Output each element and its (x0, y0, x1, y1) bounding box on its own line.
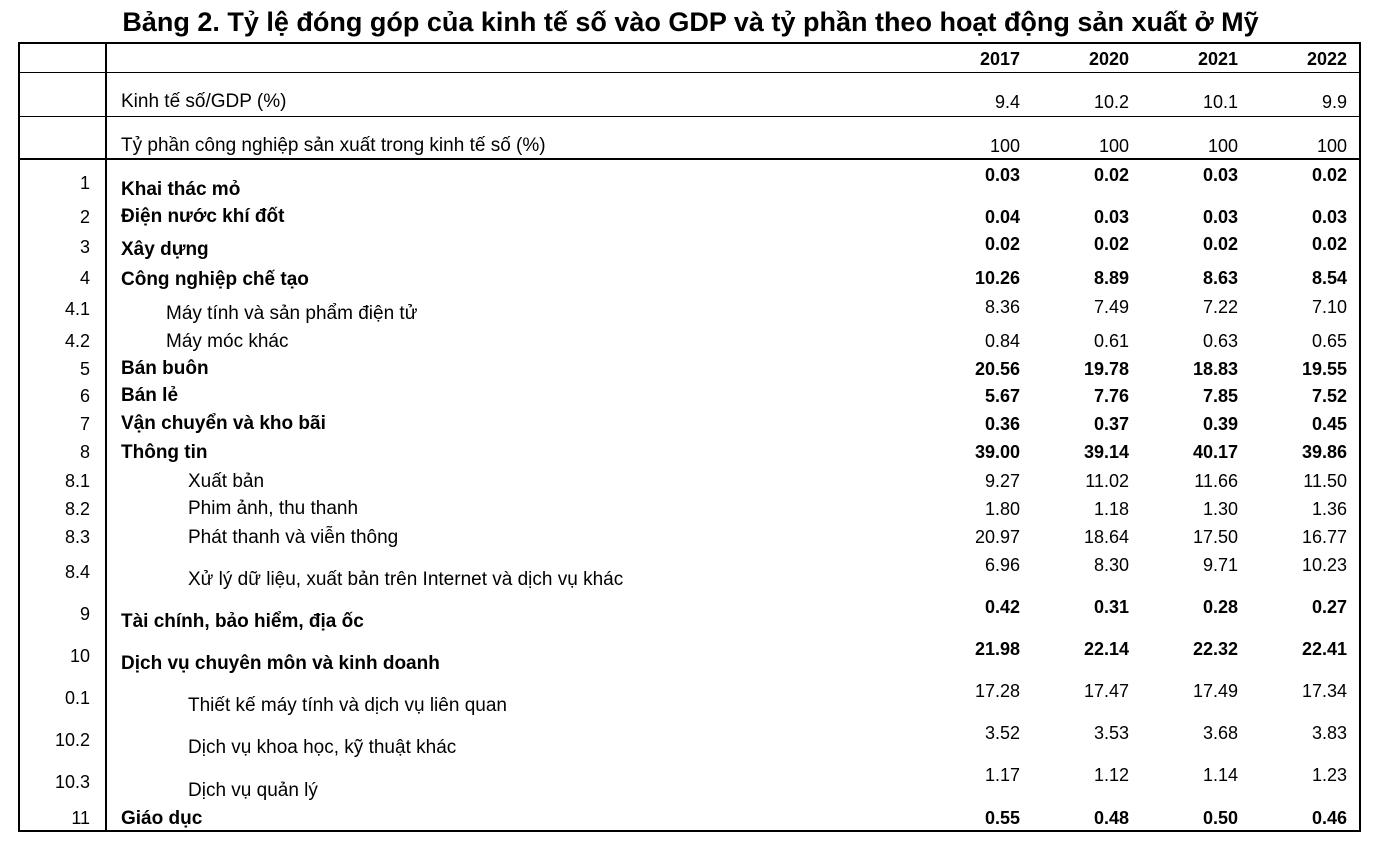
value-cell-2021: 0.63 (1202, 331, 1238, 351)
row-label: Bán lẻ (121, 385, 179, 406)
row-label: Thiết kế máy tính và dịch vụ liên quan (188, 695, 507, 716)
row-label: Xử lý dữ liệu, xuất bản trên Internet và dịch vụ khác (188, 569, 624, 590)
value-cell-2017: 8.36 (984, 297, 1020, 317)
row-label: Dịch vụ chuyên môn và kinh doanh (121, 653, 440, 674)
value-cell-2021: 9.71 (1202, 555, 1238, 575)
value-cell-2020: 11.02 (1085, 471, 1129, 491)
row-index: 8.2 (64, 499, 90, 519)
value-cell-2020: 0.03 (1093, 207, 1129, 227)
row-index: 8.4 (64, 562, 90, 582)
value-cell-2022: 22.41 (1301, 639, 1347, 659)
value-cell-2021: 3.68 (1202, 723, 1238, 743)
value-cell-2017: 0.03 (984, 165, 1020, 185)
value-cell-2020: 7.49 (1093, 297, 1129, 317)
value-cell-2020: 10.2 (1093, 92, 1129, 112)
row-index: 8.1 (64, 471, 90, 491)
value-cell-2021: 7.22 (1202, 297, 1238, 317)
value-cell-2022: 1.36 (1311, 499, 1347, 519)
value-cell-2020: 0.37 (1093, 414, 1129, 434)
row-index: 11 (71, 808, 90, 828)
value-cell-2021: 100 (1207, 136, 1238, 156)
value-cell-2022: 7.10 (1311, 297, 1347, 317)
value-cell-2017: 1.17 (984, 765, 1020, 785)
row-index: 2 (79, 207, 90, 227)
value-cell-2022: 0.27 (1311, 597, 1347, 617)
value-cell-2021: 17.49 (1192, 681, 1238, 701)
row-label: Kinh tế số/GDP (%) (121, 91, 287, 112)
value-cell-2022: 9.9 (1321, 92, 1347, 112)
row-label: Công nghiệp chế tạo (121, 269, 309, 290)
value-cell-2017: 0.42 (984, 597, 1020, 617)
value-cell-2017: 0.04 (984, 207, 1020, 227)
value-cell-2017: 100 (989, 136, 1020, 156)
value-cell-2020: 0.48 (1093, 808, 1129, 828)
value-cell-2021: 0.03 (1202, 207, 1238, 227)
value-cell-2020: 17.47 (1083, 681, 1129, 701)
index-column-divider (105, 42, 107, 832)
value-cell-2017: 9.4 (994, 92, 1020, 112)
value-cell-2021: 7.85 (1202, 386, 1238, 406)
row-index: 1 (79, 173, 90, 193)
value-cell-2021: 17.50 (1192, 527, 1238, 547)
year-header-2020: 2020 (1088, 49, 1129, 69)
value-cell-2020: 8.30 (1093, 555, 1129, 575)
value-cell-2020: 8.89 (1093, 268, 1129, 288)
value-cell-2022: 0.02 (1311, 234, 1347, 254)
row-index: 10 (69, 646, 90, 666)
value-cell-2021: 8.63 (1202, 268, 1238, 288)
value-cell-2021: 22.32 (1192, 639, 1238, 659)
value-cell-2017: 0.84 (984, 331, 1020, 351)
value-cell-2022: 0.02 (1311, 165, 1347, 185)
value-cell-2020: 0.31 (1093, 597, 1129, 617)
row-index: 6 (79, 386, 90, 406)
value-cell-2020: 22.14 (1083, 639, 1129, 659)
row-label: Bán buôn (121, 358, 209, 379)
year-header-2017: 2017 (979, 49, 1020, 69)
row-index: 4.2 (64, 331, 90, 351)
value-cell-2021: 11.66 (1194, 471, 1238, 491)
value-cell-2017: 9.27 (984, 471, 1020, 491)
value-cell-2021: 0.50 (1202, 808, 1238, 828)
value-cell-2020: 100 (1098, 136, 1129, 156)
value-cell-2022: 7.52 (1311, 386, 1347, 406)
value-cell-2021: 0.28 (1202, 597, 1238, 617)
value-cell-2017: 3.52 (984, 723, 1020, 743)
row-label: Phim ảnh, thu thanh (188, 498, 359, 519)
year-header-2021: 2021 (1197, 49, 1238, 69)
value-cell-2017: 6.96 (984, 555, 1020, 575)
value-cell-2021: 0.03 (1202, 165, 1238, 185)
row-index: 8.3 (64, 527, 90, 547)
value-cell-2022: 11.50 (1303, 471, 1347, 491)
value-cell-2020: 19.78 (1083, 359, 1129, 379)
row-index: 8 (79, 442, 90, 462)
value-cell-2021: 40.17 (1192, 442, 1238, 462)
row-index: 5 (79, 359, 90, 379)
row-label: Điện nước khí đốt (121, 206, 285, 227)
value-cell-2022: 39.86 (1301, 442, 1347, 462)
share-row-divider (18, 158, 1361, 160)
value-cell-2020: 0.02 (1093, 165, 1129, 185)
header-row-divider (18, 72, 1361, 73)
value-cell-2021: 18.83 (1192, 359, 1238, 379)
value-cell-2022: 19.55 (1301, 359, 1347, 379)
value-cell-2021: 1.30 (1202, 499, 1238, 519)
row-label: Vận chuyển và kho bãi (121, 413, 326, 434)
value-cell-2022: 0.03 (1311, 207, 1347, 227)
value-cell-2022: 0.46 (1311, 808, 1347, 828)
value-cell-2020: 7.76 (1093, 386, 1129, 406)
value-cell-2020: 18.64 (1083, 527, 1129, 547)
value-cell-2020: 39.14 (1083, 442, 1129, 462)
value-cell-2020: 1.12 (1093, 765, 1129, 785)
value-cell-2021: 0.39 (1202, 414, 1238, 434)
gdp-row-divider (18, 116, 1361, 117)
value-cell-2022: 8.54 (1311, 268, 1347, 288)
row-label: Tỷ phần công nghiệp sản xuất trong kinh tế số (%) (121, 135, 546, 156)
value-cell-2022: 0.65 (1311, 331, 1347, 351)
value-cell-2022: 1.23 (1311, 765, 1347, 785)
value-cell-2022: 0.45 (1311, 414, 1347, 434)
row-index: 4 (79, 268, 90, 288)
row-index: 7 (79, 414, 90, 434)
value-cell-2022: 10.23 (1301, 555, 1347, 575)
row-index: 9 (79, 604, 90, 624)
row-index: 10.2 (54, 730, 90, 750)
value-cell-2020: 3.53 (1093, 723, 1129, 743)
row-index: 10.3 (54, 772, 90, 792)
value-cell-2017: 20.56 (974, 359, 1020, 379)
value-cell-2022: 16.77 (1301, 527, 1347, 547)
value-cell-2017: 1.80 (984, 499, 1020, 519)
value-cell-2020: 1.18 (1093, 499, 1129, 519)
value-cell-2017: 0.36 (984, 414, 1020, 434)
row-label: Máy tính và sản phẩm điện tử (166, 303, 418, 324)
row-label: Thông tin (121, 442, 208, 463)
value-cell-2021: 0.02 (1202, 234, 1238, 254)
value-cell-2017: 0.55 (984, 808, 1020, 828)
value-cell-2022: 3.83 (1311, 723, 1347, 743)
table-title: Bảng 2. Tỷ lệ đóng góp của kinh tế số vào GDP và tỷ phần theo hoạt động sản xuất ở Mỹ (122, 7, 1259, 37)
value-cell-2020: 0.02 (1093, 234, 1129, 254)
row-label: Xây dựng (121, 239, 209, 260)
row-index: 3 (79, 237, 90, 257)
value-cell-2017: 20.97 (974, 527, 1020, 547)
value-cell-2022: 100 (1316, 136, 1347, 156)
row-label: Tài chính, bảo hiểm, địa ốc (121, 611, 364, 632)
year-header-2022: 2022 (1306, 49, 1347, 69)
value-cell-2021: 1.14 (1202, 765, 1238, 785)
row-label: Xuất bản (188, 471, 265, 492)
row-label: Phát thanh và viễn thông (188, 527, 399, 548)
value-cell-2022: 17.34 (1301, 681, 1347, 701)
row-label: Máy móc khác (166, 331, 289, 352)
value-cell-2017: 5.67 (984, 386, 1020, 406)
row-index: 4.1 (64, 299, 90, 319)
row-index: 0.1 (64, 688, 90, 708)
value-cell-2017: 39.00 (974, 442, 1020, 462)
value-cell-2017: 21.98 (974, 639, 1020, 659)
row-label: Giáo dục (121, 808, 203, 829)
row-label: Khai thác mỏ (121, 179, 241, 200)
row-label: Dịch vụ quản lý (188, 780, 318, 801)
value-cell-2021: 10.1 (1202, 92, 1238, 112)
value-cell-2017: 10.26 (974, 268, 1020, 288)
row-label: Dịch vụ khoa học, kỹ thuật khác (188, 737, 457, 758)
value-cell-2017: 0.02 (984, 234, 1020, 254)
value-cell-2020: 0.61 (1093, 331, 1129, 351)
value-cell-2017: 17.28 (974, 681, 1020, 701)
